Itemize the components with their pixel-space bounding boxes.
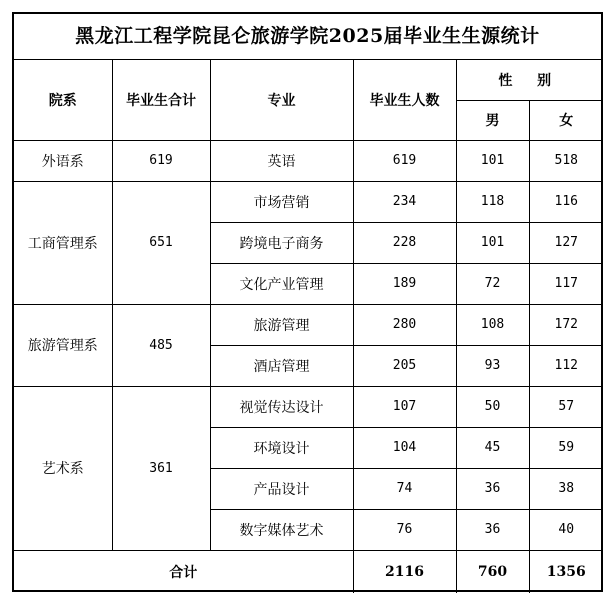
totals-male: 760 — [456, 550, 529, 593]
major-male: 72 — [456, 263, 529, 304]
major-male: 36 — [456, 509, 529, 550]
table-row — [14, 181, 603, 222]
major-count: 280 — [353, 304, 456, 345]
major-count: 189 — [353, 263, 456, 304]
page-title: 黑龙江工程学院昆仑旅游学院2025届毕业生生源统计 — [14, 14, 601, 60]
header-male: 男 — [456, 100, 529, 140]
major-female: 518 — [529, 140, 603, 181]
header-female: 女 — [529, 100, 603, 140]
major-name: 产品设计 — [210, 468, 353, 509]
dept-total: 651 — [112, 181, 210, 304]
table-body — [14, 140, 603, 593]
major-female: 59 — [529, 427, 603, 468]
major-name: 跨境电子商务 — [210, 222, 353, 263]
major-count: 76 — [353, 509, 456, 550]
graduate-table — [14, 60, 603, 593]
major-female: 172 — [529, 304, 603, 345]
major-count: 107 — [353, 386, 456, 427]
major-name: 旅游管理 — [210, 304, 353, 345]
dept-total: 619 — [112, 140, 210, 181]
dept-name: 外语系 — [14, 140, 112, 181]
header-major: 专业 — [210, 60, 353, 140]
totals-count: 2116 — [353, 550, 456, 593]
dept-total: 361 — [112, 386, 210, 550]
major-name: 视觉传达设计 — [210, 386, 353, 427]
totals-label: 合计 — [14, 550, 353, 593]
dept-total: 485 — [112, 304, 210, 386]
dept-name: 工商管理系 — [14, 181, 112, 304]
major-count: 234 — [353, 181, 456, 222]
major-female: 127 — [529, 222, 603, 263]
major-name: 数字媒体艺术 — [210, 509, 353, 550]
header-gender: 性 别 — [456, 60, 603, 100]
major-count: 228 — [353, 222, 456, 263]
table-row — [14, 386, 603, 427]
major-female: 40 — [529, 509, 603, 550]
totals-row — [14, 550, 603, 593]
major-female: 57 — [529, 386, 603, 427]
dept-name: 艺术系 — [14, 386, 112, 550]
totals-female: 1356 — [529, 550, 603, 593]
major-male: 118 — [456, 181, 529, 222]
major-male: 50 — [456, 386, 529, 427]
table-row — [14, 304, 603, 345]
dept-name: 旅游管理系 — [14, 304, 112, 386]
statistics-sheet — [12, 12, 603, 592]
major-count: 619 — [353, 140, 456, 181]
major-male: 101 — [456, 140, 529, 181]
major-male: 101 — [456, 222, 529, 263]
major-name: 市场营销 — [210, 181, 353, 222]
header-count: 毕业生人数 — [353, 60, 456, 140]
header-dept-total: 毕业生合计 — [112, 60, 210, 140]
major-count: 205 — [353, 345, 456, 386]
table-row — [14, 140, 603, 181]
major-name: 英语 — [210, 140, 353, 181]
major-male: 93 — [456, 345, 529, 386]
major-name: 酒店管理 — [210, 345, 353, 386]
major-female: 38 — [529, 468, 603, 509]
major-count: 74 — [353, 468, 456, 509]
major-male: 36 — [456, 468, 529, 509]
major-name: 环境设计 — [210, 427, 353, 468]
major-female: 116 — [529, 181, 603, 222]
major-male: 45 — [456, 427, 529, 468]
major-count: 104 — [353, 427, 456, 468]
major-name: 文化产业管理 — [210, 263, 353, 304]
header-dept: 院系 — [14, 60, 112, 140]
major-female: 112 — [529, 345, 603, 386]
major-male: 108 — [456, 304, 529, 345]
major-female: 117 — [529, 263, 603, 304]
